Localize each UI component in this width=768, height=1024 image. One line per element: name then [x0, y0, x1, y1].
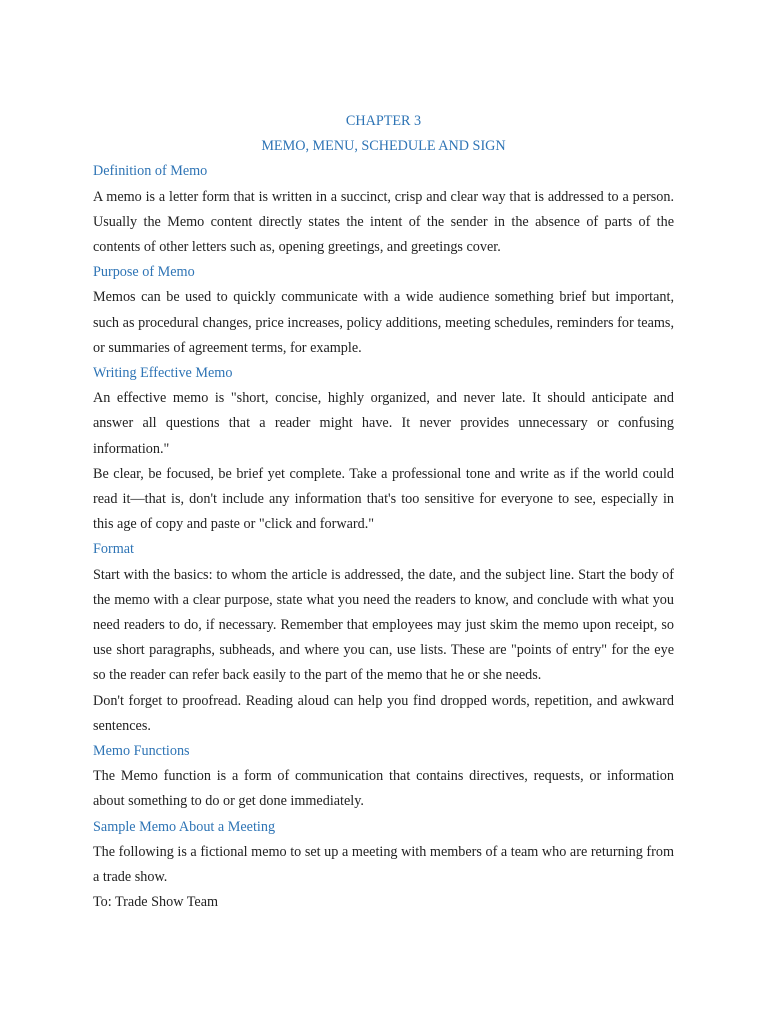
paragraph-purpose: Memos can be used to quickly communicate with a wide audience something brief but important, such as procedural changes, price increases, policy additions, meeting schedules, reminders for teams, or summaries of agreement terms, for example.	[93, 289, 674, 356]
chapter-number: CHAPTER 3	[345, 113, 422, 129]
heading-writing-effective-memo: Writing Effective Memo	[93, 365, 233, 382]
paragraph-proofread: Don't forget to proofread. Reading aloud can help you find dropped words, repetition, and awkward sentences.	[93, 692, 674, 734]
paragraph-format-basics: Start with the basics: to whom the article is addressed, the date, and the subject line. Start the body of the memo with a clear purpose, state what you need the readers to know, and conclude with what you need readers to do, if necessary. Remember that employees may just skim the memo upon receipt, so use short paragraphs, subheads, and where you can, use lists. These are "points of entry" for the eye so the reader can refer back easily to the part of the memo that he or she needs.	[93, 566, 674, 684]
chapter-title: MEMO, MENU, SCHEDULE AND SIGN	[261, 138, 506, 155]
heading-sample-memo: Sample Memo About a Meeting	[93, 818, 276, 835]
memo-to-line: To: Trade Show Team	[93, 894, 219, 911]
heading-purpose-of-memo: Purpose of Memo	[93, 264, 195, 281]
paragraph-be-clear: Be clear, be focused, be brief yet complete. Take a professional tone and write as if the world could read it—that is, don't include any information that's too sensitive for everyone to see, especially in this age of copy and paste or "click and forward."	[93, 465, 674, 533]
heading-definition-of-memo: Definition of Memo	[93, 163, 208, 180]
paragraph-sample-intro: The following is a fictional memo to set up a meeting with members of a team who are returning from a trade show.	[93, 843, 674, 886]
paragraph-memo-functions: The Memo function is a form of communication that contains directives, requests, or information about something to do or get done immediately.	[93, 768, 674, 810]
paragraph-effective-memo: An effective memo is "short, concise, highly organized, and never late. It should anticipate and answer all questions that a reader might have. It never provides unnecessary or confusing information."	[93, 390, 674, 457]
document-page	[93, 109, 674, 916]
heading-format: Format	[93, 541, 134, 558]
paragraph-definition: A memo is a letter form that is written in a succinct, crisp and clear way that is addressed to a person. Usually the Memo content directly states the intent of the sender in the absence of parts of the contents of other letters such as, opening greetings, and greetings cover.	[93, 188, 674, 256]
heading-memo-functions: Memo Functions	[93, 743, 190, 760]
